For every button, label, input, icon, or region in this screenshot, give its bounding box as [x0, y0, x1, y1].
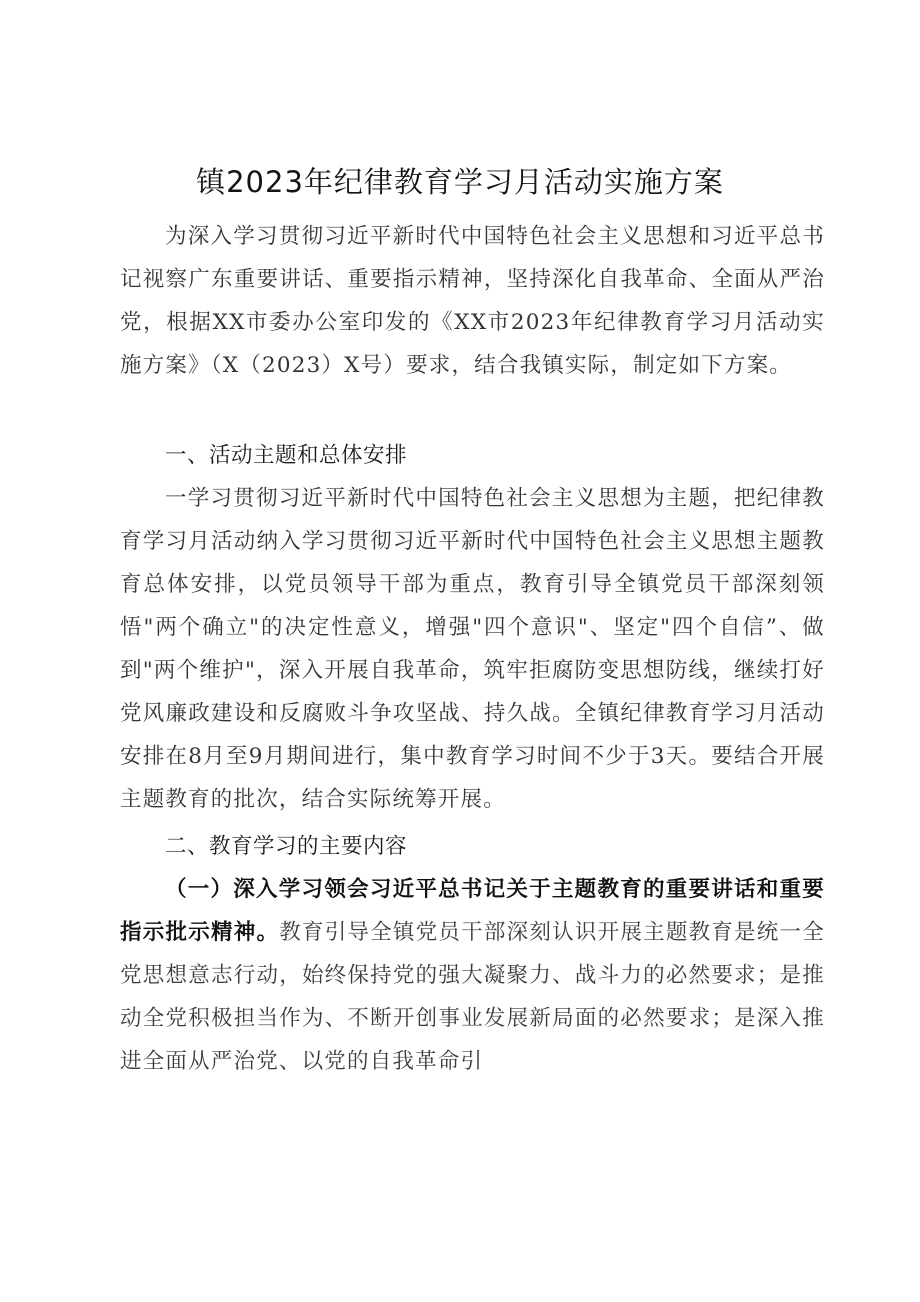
- section-2-paragraph: [120, 868, 825, 1083]
- section-2-subheading: （一）深入学习领会习近平总书记关于主题教育的重要讲话和重要指示批示精神。: [120, 877, 825, 945]
- document-title: 镇2023年纪律教育学习月活动实施方案: [196, 165, 724, 199]
- section-2-paragraph-text: 教育引导全镇党员干部深刻认识开展主题教育是统一全党思想意志行动，始终保持党的强大凝聚力、战斗力的必然要求；是推动全党积极担当作为、不断开创事业发展新局面的必然要求；是深入推进全面从严治党、以党的自我革命引: [120, 920, 825, 1074]
- intro-paragraph: 为深入学习贯彻习近平新时代中国特色社会主义思想和习近平总书记视察广东重要讲话、重要指示精神，坚持深化自我革命、全面从严治党，根据XX市委办公室印发的《XX市2023年纪律教育学习月活动实施方案》（X（2023）X号）要求，结合我镇实际，制定如下方案。: [120, 224, 825, 378]
- section-1-paragraph: 一学习贯彻习近平新时代中国特色社会主义思想为主题，把纪律教育学习月活动纳入学习贯彻习近平新时代中国特色社会主义思想主题教育总体安排，以党员领导干部为重点，教育引导全镇党员干部深刻领悟"两个确立"的决定性意义，增强"四个意识"、坚定"四个自信”、做到"两个维护"，深入开展自我革命，筑牢拒腐防变思想防线，继续打好党风廉政建设和反腐败斗争攻坚战、持久战。全镇纪律教育学习月活动安排在8月至9月期间进行，集中教育学习时间不少于3天。要结合开展主题教育的批次，结合实际统筹开展。: [120, 486, 825, 812]
- section-1-heading: 一、活动主题和总体安排: [165, 443, 408, 468]
- section-2-heading: 二、教育学习的主要内容: [165, 834, 408, 859]
